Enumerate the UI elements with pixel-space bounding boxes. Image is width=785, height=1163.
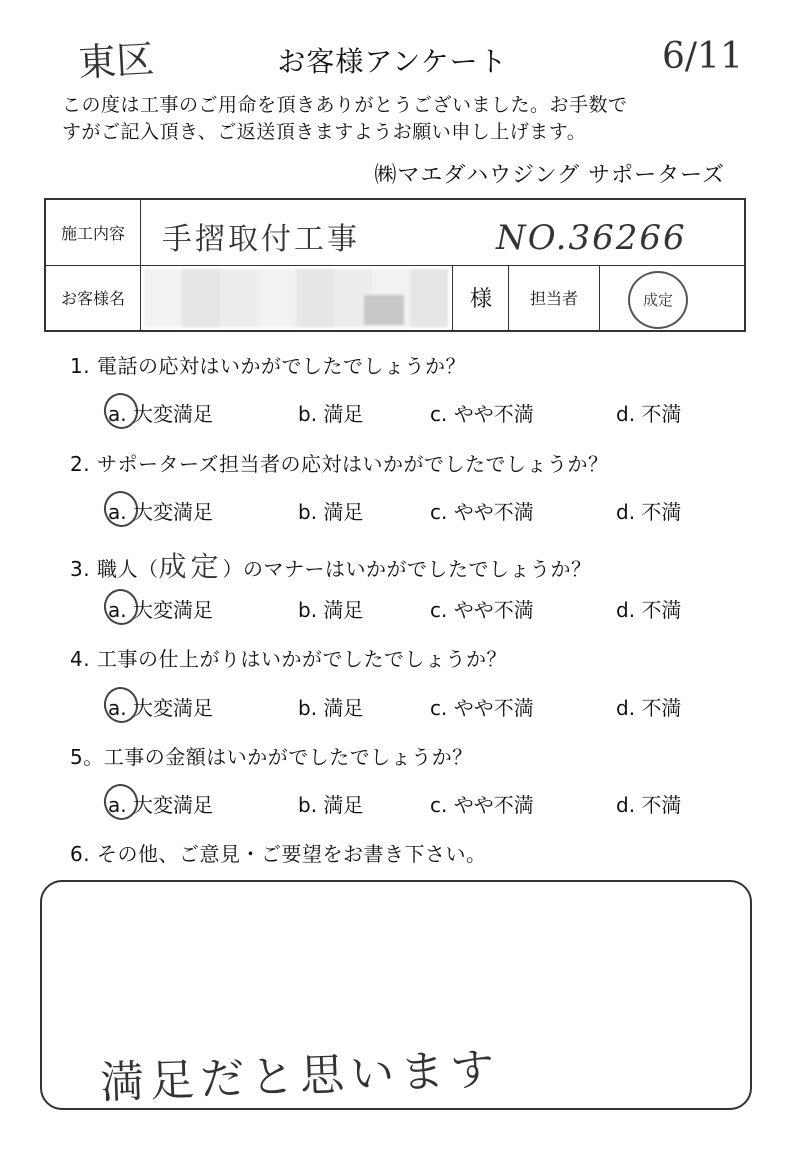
staff-label: 担当者 [508,265,600,330]
question-6: 6. その他、ご意見・ご要望をお書き下さい。 [70,842,487,866]
question-3 [70,545,591,585]
option-b[interactable]: b. 満足 [298,793,364,817]
company-name: ㈱マエダハウジング サポーターズ [374,163,725,188]
customer-label: お客様名 [46,265,141,330]
date-handwriting: 6/11 [662,36,743,77]
order-number-handwriting: NO.36266 [496,218,687,258]
question-1: 1. 電話の応対はいかがでしたでしょうか？ [70,354,466,378]
intro-line-2: すがご記入頂き、ご返送頂きますようお願い申し上げます。 [62,121,587,143]
info-table [44,198,746,332]
question-4: 4. 工事の仕上がりはいかがでしたでしょうか？ [70,647,507,671]
question-5: 5。工事の金額はいかがでしたでしょうか？ [70,745,473,769]
option-b[interactable]: b. 満足 [298,500,364,524]
intro-line-1: この度は工事のご用命を頂きありがとうございました。お手数で [62,94,628,116]
option-d[interactable]: d. 不満 [616,598,682,622]
redaction-block [364,295,404,325]
option-d[interactable]: d. 不満 [616,696,682,720]
staff-stamp: 成定 [628,271,688,329]
intro-text [62,92,742,146]
option-a[interactable]: a. 大変満足 [108,402,213,426]
option-d[interactable]: d. 不満 [616,402,682,426]
sama-label: 様 [452,265,509,330]
option-c[interactable]: c. やや不満 [430,696,534,720]
work-label: 施工内容 [46,200,141,265]
option-c[interactable]: c. やや不満 [430,402,534,426]
work-row [46,200,744,266]
option-c[interactable]: c. やや不満 [430,598,534,622]
survey-title: お客様アンケート [277,45,508,78]
option-b[interactable]: b. 満足 [298,598,364,622]
question-3-prefix: 3. 職人（ [70,557,159,581]
question-3-suffix: ）のマナーはいかがでしたでしょうか？ [222,557,592,581]
district-handwriting: 東区 [77,37,156,85]
customer-row [46,265,744,330]
option-d[interactable]: d. 不満 [616,500,682,524]
option-a[interactable]: a. 大変満足 [108,500,213,524]
comment-handwriting: 満足だと思います [99,1044,501,1109]
option-a[interactable]: a. 大変満足 [108,793,213,817]
option-c[interactable]: c. やや不満 [430,793,534,817]
question-2: 2. サポーターズ担当者の応対はいかがでしたでしょうか？ [70,452,609,476]
option-d[interactable]: d. 不満 [616,793,682,817]
option-a[interactable]: a. 大変満足 [108,598,213,622]
work-value-handwriting: 手摺取付工事 [162,222,360,257]
option-b[interactable]: b. 満足 [298,402,364,426]
option-a[interactable]: a. 大変満足 [108,696,213,720]
option-b[interactable]: b. 満足 [298,696,364,720]
craftsman-name-handwriting: 成定 [158,550,223,583]
option-c[interactable]: c. やや不満 [430,500,534,524]
